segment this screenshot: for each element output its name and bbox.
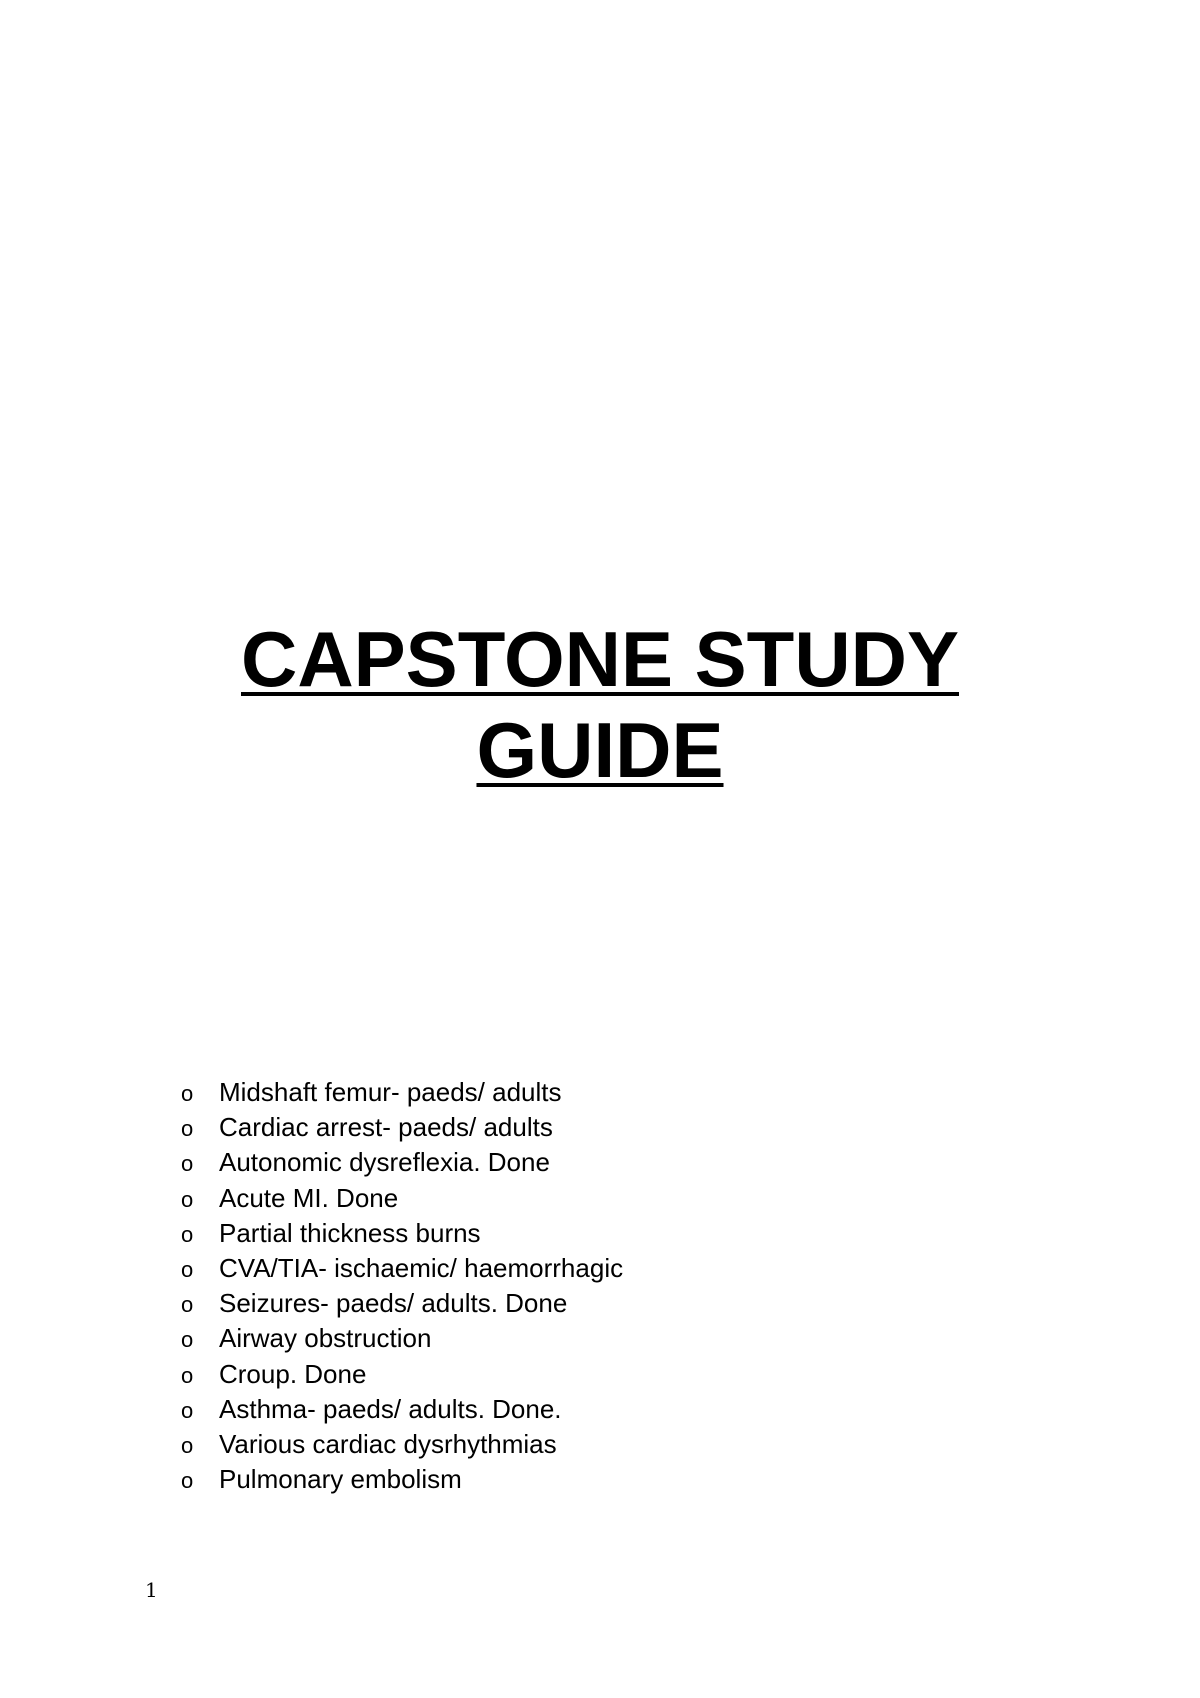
list-item bbox=[181, 1357, 623, 1392]
title-line-1: CAPSTONE STUDY bbox=[241, 615, 959, 703]
topic-text: Airway obstruction bbox=[219, 1323, 432, 1354]
list-item bbox=[181, 1181, 623, 1216]
list-item bbox=[181, 1462, 623, 1497]
title-line-2: GUIDE bbox=[476, 706, 724, 794]
list-item bbox=[181, 1427, 623, 1462]
bullet-icon: o bbox=[181, 1256, 194, 1282]
list-item bbox=[181, 1110, 623, 1145]
topic-text: Autonomic dysreflexia. Done bbox=[219, 1147, 550, 1178]
list-item bbox=[181, 1216, 623, 1251]
bullet-icon: o bbox=[181, 1362, 194, 1388]
topic-text: Seizures- paeds/ adults. Done bbox=[219, 1288, 568, 1319]
list-item bbox=[181, 1392, 623, 1427]
bullet-icon: o bbox=[181, 1397, 194, 1423]
page-number: 1 bbox=[145, 1578, 158, 1602]
bullet-icon: o bbox=[181, 1116, 194, 1142]
topic-text: Cardiac arrest- paeds/ adults bbox=[219, 1112, 553, 1143]
topic-text: Pulmonary embolism bbox=[219, 1464, 462, 1495]
topic-text: Acute MI. Done bbox=[219, 1182, 399, 1213]
list-item bbox=[181, 1321, 623, 1356]
bullet-icon: o bbox=[181, 1468, 194, 1494]
topic-text: Various cardiac dysrhythmias bbox=[219, 1428, 557, 1459]
list-item bbox=[181, 1251, 623, 1286]
bullet-icon: o bbox=[181, 1221, 194, 1247]
list-item bbox=[181, 1075, 623, 1110]
list-item bbox=[181, 1286, 623, 1321]
bullet-icon: o bbox=[181, 1081, 194, 1106]
list-item bbox=[181, 1145, 623, 1180]
bullet-icon: o bbox=[181, 1292, 194, 1318]
topic-list bbox=[181, 1075, 623, 1497]
bullet-icon: o bbox=[181, 1327, 194, 1353]
topic-text: Midshaft femur- paeds/ adults bbox=[219, 1077, 562, 1107]
bullet-icon: o bbox=[181, 1151, 194, 1177]
topic-text: CVA/TIA- ischaemic/ haemorrhagic bbox=[219, 1252, 624, 1283]
document-title bbox=[0, 614, 1200, 796]
bullet-icon: o bbox=[181, 1186, 194, 1212]
topic-text: Partial thickness burns bbox=[219, 1217, 481, 1248]
topic-text: Asthma- paeds/ adults. Done. bbox=[219, 1393, 562, 1424]
bullet-icon: o bbox=[181, 1432, 194, 1458]
topic-text: Croup. Done bbox=[219, 1358, 367, 1389]
